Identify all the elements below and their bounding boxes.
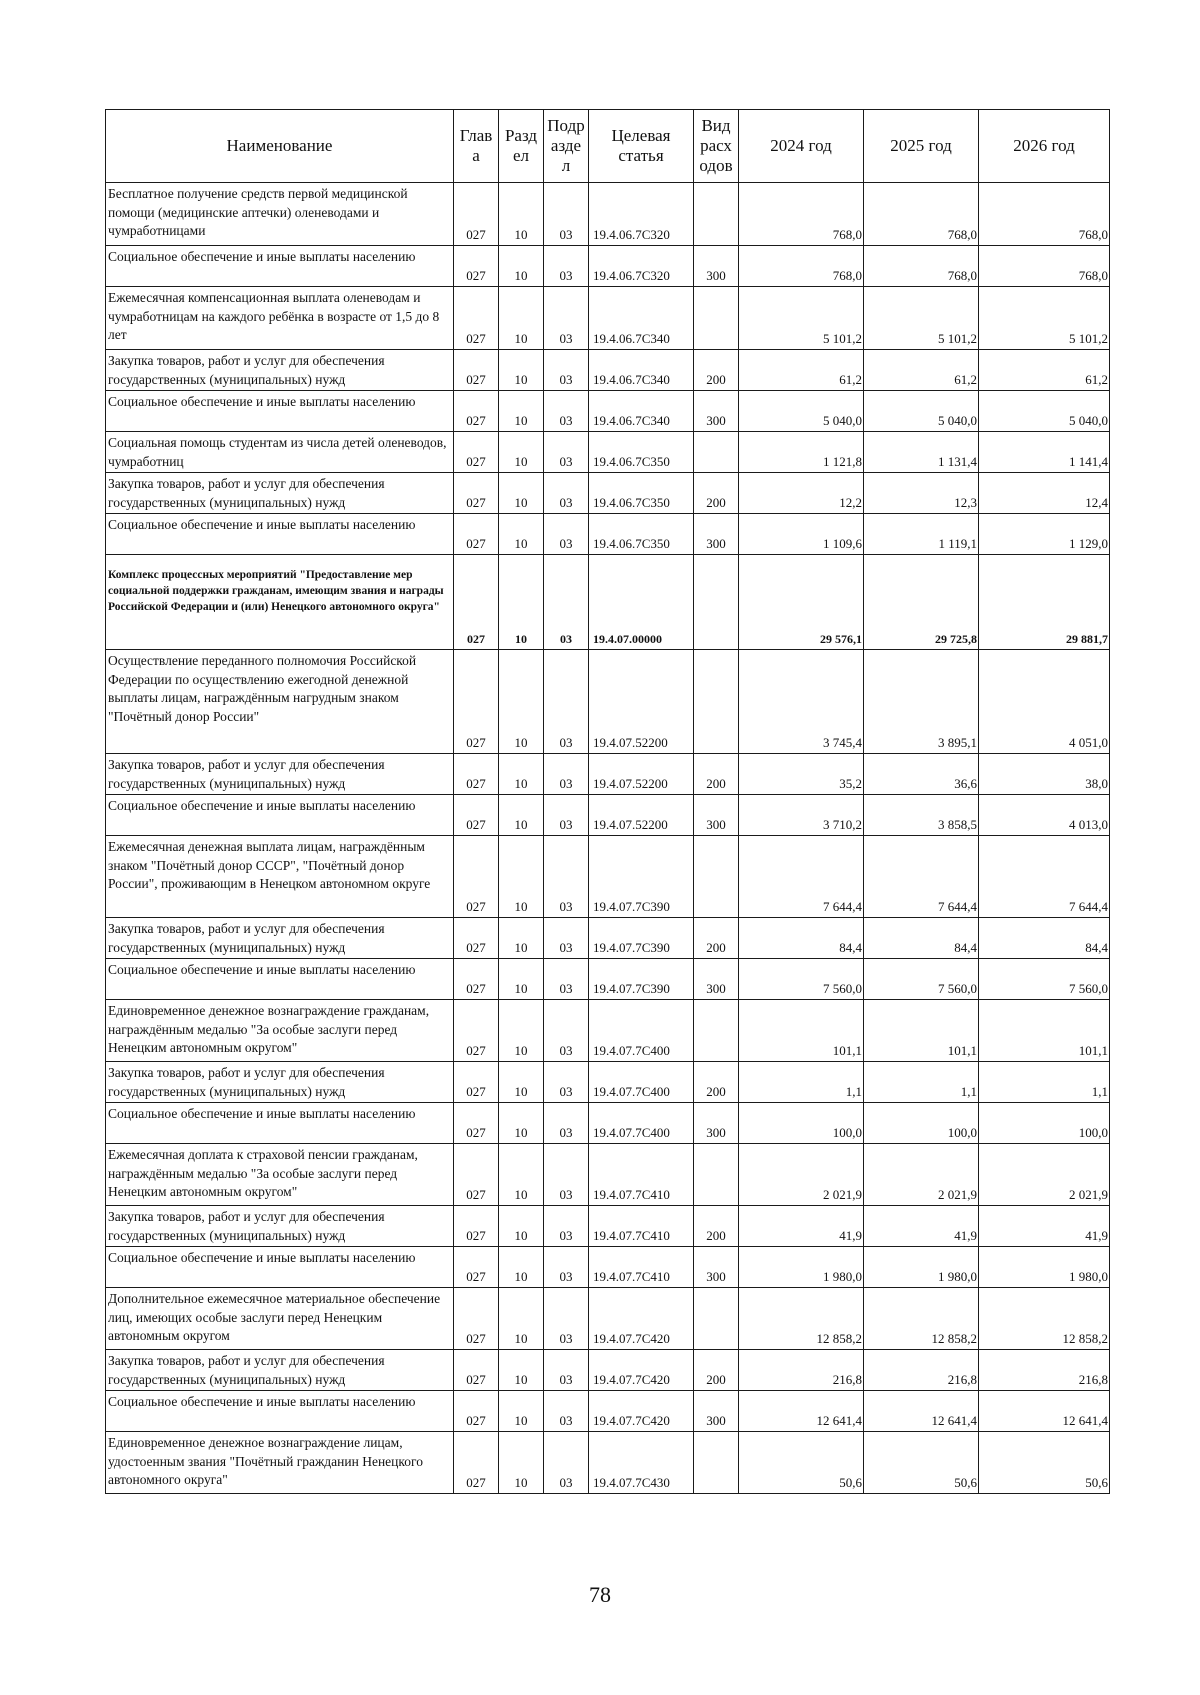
header-razdel: Разд ел [499,110,544,183]
cell-podrazdel: 03 [544,650,589,754]
table-row [106,795,1110,836]
cell-name: Закупка товаров, работ и услуг для обеспечения государственных (муниципальных) нужд [106,1062,454,1103]
header-2025: 2025 год [864,110,979,183]
cell-2024: 50,6 [739,1432,864,1494]
table-row [106,836,1110,918]
cell-name: Ежемесячная доплата к страховой пенсии гражданам, награждённым медалью "За особые заслуги перед Ненецким автономным округом" [106,1144,454,1206]
cell-2026: 1 141,4 [979,432,1110,473]
table-row [106,1350,1110,1391]
cell-razdel: 10 [499,1206,544,1247]
cell-2026: 29 881,7 [979,555,1110,650]
cell-2025: 84,4 [864,918,979,959]
cell-target-article: 19.4.07.00000 [589,555,694,650]
cell-2024: 3 745,4 [739,650,864,754]
cell-2026: 12,4 [979,473,1110,514]
cell-2026: 100,0 [979,1103,1110,1144]
cell-name: Комплекс процессных мероприятий "Предоставление мер социальной поддержки гражданам, имеющим звания и награды Российской Федерации и (или) Ненецкого автономного округа" [106,555,454,650]
cell-2026: 5 101,2 [979,287,1110,350]
cell-2026: 768,0 [979,246,1110,287]
cell-2024: 3 710,2 [739,795,864,836]
cell-glava: 027 [454,1432,499,1494]
cell-2024: 41,9 [739,1206,864,1247]
cell-name: Закупка товаров, работ и услуг для обеспечения государственных (муниципальных) нужд [106,473,454,514]
cell-2025: 3 858,5 [864,795,979,836]
cell-name: Ежемесячная компенсационная выплата оленеводам и чумработницам на каждого ребёнка в возрасте от 1,5 до 8 лет [106,287,454,350]
budget-table [105,109,1110,1494]
cell-2026: 12 641,4 [979,1391,1110,1432]
cell-name: Ежемесячная денежная выплата лицам, награждённым знаком "Почётный донор СССР", "Почётный донор России", проживающим в Ненецком автономном округе [106,836,454,918]
cell-podrazdel: 03 [544,246,589,287]
cell-podrazdel: 03 [544,1144,589,1206]
page-number: 78 [589,1582,611,1607]
cell-2025: 1 131,4 [864,432,979,473]
table-row [106,754,1110,795]
cell-2024: 100,0 [739,1103,864,1144]
cell-name: Социальное обеспечение и иные выплаты населению [106,1247,454,1288]
cell-razdel: 10 [499,836,544,918]
cell-glava: 027 [454,836,499,918]
cell-podrazdel: 03 [544,555,589,650]
cell-2026: 4 051,0 [979,650,1110,754]
header-2024: 2024 год [739,110,864,183]
cell-target-article: 19.4.06.7С340 [589,391,694,432]
cell-razdel: 10 [499,1247,544,1288]
cell-2025: 61,2 [864,350,979,391]
cell-glava: 027 [454,473,499,514]
cell-2024: 101,1 [739,1000,864,1062]
cell-glava: 027 [454,754,499,795]
cell-2026: 5 040,0 [979,391,1110,432]
cell-name: Социальная помощь студентам из числа детей оленеводов, чумработниц [106,432,454,473]
table-row [106,432,1110,473]
cell-podrazdel: 03 [544,1062,589,1103]
cell-target-article: 19.4.07.7С420 [589,1288,694,1350]
cell-2025: 768,0 [864,246,979,287]
cell-razdel: 10 [499,432,544,473]
cell-podrazdel: 03 [544,287,589,350]
cell-2024: 2 021,9 [739,1144,864,1206]
table-row [106,1000,1110,1062]
table-row [106,183,1110,246]
cell-expense-type [694,1432,739,1494]
cell-target-article: 19.4.06.7С340 [589,287,694,350]
cell-2024: 12 858,2 [739,1288,864,1350]
cell-glava: 027 [454,555,499,650]
cell-podrazdel: 03 [544,836,589,918]
cell-expense-type [694,432,739,473]
cell-2026: 38,0 [979,754,1110,795]
cell-glava: 027 [454,918,499,959]
table-row [106,1247,1110,1288]
header-2026: 2026 год [979,110,1110,183]
cell-2024: 1 121,8 [739,432,864,473]
header-name: Наименование [106,110,454,183]
cell-podrazdel: 03 [544,1000,589,1062]
table-row [106,1103,1110,1144]
cell-2026: 84,4 [979,918,1110,959]
header-target-article: Целевая статья [589,110,694,183]
table-row [106,1206,1110,1247]
cell-2025: 1 119,1 [864,514,979,555]
cell-glava: 027 [454,650,499,754]
cell-2026: 7 644,4 [979,836,1110,918]
cell-2025: 768,0 [864,183,979,246]
table-row [106,1391,1110,1432]
table-row [106,959,1110,1000]
table-row [106,918,1110,959]
cell-2025: 7 644,4 [864,836,979,918]
table-row [106,287,1110,350]
cell-podrazdel: 03 [544,514,589,555]
cell-expense-type: 200 [694,1206,739,1247]
cell-2025: 2 021,9 [864,1144,979,1206]
cell-2025: 7 560,0 [864,959,979,1000]
cell-2025: 12,3 [864,473,979,514]
cell-podrazdel: 03 [544,1247,589,1288]
cell-podrazdel: 03 [544,1288,589,1350]
cell-2026: 1 980,0 [979,1247,1110,1288]
cell-name: Социальное обеспечение и иные выплаты населению [106,514,454,555]
cell-podrazdel: 03 [544,391,589,432]
cell-target-article: 19.4.07.7С410 [589,1144,694,1206]
cell-name: Дополнительное ежемесячное материальное обеспечение лиц, имеющих особые заслуги перед Ненецким автономным округом [106,1288,454,1350]
cell-2025: 3 895,1 [864,650,979,754]
cell-expense-type: 200 [694,754,739,795]
cell-podrazdel: 03 [544,918,589,959]
cell-podrazdel: 03 [544,183,589,246]
cell-2025: 50,6 [864,1432,979,1494]
cell-razdel: 10 [499,473,544,514]
cell-expense-type: 300 [694,795,739,836]
cell-glava: 027 [454,1062,499,1103]
cell-target-article: 19.4.07.52200 [589,650,694,754]
cell-razdel: 10 [499,1288,544,1350]
cell-razdel: 10 [499,1432,544,1494]
cell-razdel: 10 [499,350,544,391]
cell-2024: 5 040,0 [739,391,864,432]
table-row [106,1144,1110,1206]
cell-razdel: 10 [499,287,544,350]
cell-2026: 61,2 [979,350,1110,391]
cell-name: Закупка товаров, работ и услуг для обеспечения государственных (муниципальных) нужд [106,918,454,959]
cell-2026: 216,8 [979,1350,1110,1391]
cell-expense-type: 300 [694,1247,739,1288]
cell-2025: 36,6 [864,754,979,795]
cell-name: Закупка товаров, работ и услуг для обеспечения государственных (муниципальных) нужд [106,754,454,795]
cell-2024: 5 101,2 [739,287,864,350]
cell-razdel: 10 [499,555,544,650]
cell-2026: 101,1 [979,1000,1110,1062]
cell-razdel: 10 [499,1000,544,1062]
cell-expense-type [694,650,739,754]
cell-podrazdel: 03 [544,1103,589,1144]
table-row [106,555,1110,650]
cell-podrazdel: 03 [544,959,589,1000]
cell-glava: 027 [454,1144,499,1206]
cell-expense-type: 300 [694,246,739,287]
cell-target-article: 19.4.06.7С350 [589,514,694,555]
cell-glava: 027 [454,287,499,350]
cell-target-article: 19.4.07.7С420 [589,1391,694,1432]
table-row [106,1288,1110,1350]
cell-razdel: 10 [499,514,544,555]
cell-2025: 5 101,2 [864,287,979,350]
cell-glava: 027 [454,246,499,287]
cell-target-article: 19.4.06.7С320 [589,246,694,287]
cell-target-article: 19.4.07.52200 [589,795,694,836]
cell-expense-type [694,555,739,650]
cell-name: Единовременное денежное вознаграждение лицам, удостоенным звания "Почётный гражданин Ненецкого автономного округа" [106,1432,454,1494]
table-row [106,514,1110,555]
cell-razdel: 10 [499,1391,544,1432]
table-row [106,246,1110,287]
cell-razdel: 10 [499,183,544,246]
cell-2026: 1 129,0 [979,514,1110,555]
cell-glava: 027 [454,795,499,836]
cell-razdel: 10 [499,754,544,795]
cell-name: Единовременное денежное вознаграждение гражданам, награждённым медалью "За особые заслуги перед Ненецким автономным округом" [106,1000,454,1062]
cell-2024: 12,2 [739,473,864,514]
cell-razdel: 10 [499,391,544,432]
cell-glava: 027 [454,391,499,432]
cell-2026: 50,6 [979,1432,1110,1494]
cell-expense-type: 300 [694,391,739,432]
cell-glava: 027 [454,1350,499,1391]
cell-glava: 027 [454,1391,499,1432]
cell-2025: 41,9 [864,1206,979,1247]
cell-2024: 768,0 [739,246,864,287]
cell-2024: 216,8 [739,1350,864,1391]
cell-2026: 4 013,0 [979,795,1110,836]
cell-razdel: 10 [499,650,544,754]
table-row [106,391,1110,432]
cell-razdel: 10 [499,1350,544,1391]
cell-2025: 100,0 [864,1103,979,1144]
cell-name: Осуществление переданного полномочия Российской Федерации по осуществлению ежегодной денежной выплаты лицам, награждённым нагрудным знаком "Почётный донор России" [106,650,454,754]
cell-glava: 027 [454,1206,499,1247]
cell-2025: 216,8 [864,1350,979,1391]
cell-2026: 7 560,0 [979,959,1110,1000]
cell-name: Закупка товаров, работ и услуг для обеспечения государственных (муниципальных) нужд [106,1350,454,1391]
cell-podrazdel: 03 [544,795,589,836]
cell-target-article: 19.4.07.7С410 [589,1206,694,1247]
table-row [106,650,1110,754]
cell-expense-type [694,1288,739,1350]
cell-name: Закупка товаров, работ и услуг для обеспечения государственных (муниципальных) нужд [106,1206,454,1247]
cell-expense-type: 200 [694,1350,739,1391]
table-row [106,1432,1110,1494]
cell-podrazdel: 03 [544,1350,589,1391]
cell-target-article: 19.4.06.7С320 [589,183,694,246]
cell-name: Социальное обеспечение и иные выплаты населению [106,959,454,1000]
cell-target-article: 19.4.07.7С430 [589,1432,694,1494]
cell-2025: 5 040,0 [864,391,979,432]
cell-glava: 027 [454,1103,499,1144]
cell-name: Социальное обеспечение и иные выплаты населению [106,246,454,287]
cell-target-article: 19.4.07.7С390 [589,836,694,918]
cell-expense-type [694,1144,739,1206]
cell-podrazdel: 03 [544,432,589,473]
cell-razdel: 10 [499,1103,544,1144]
table-header-row [106,110,1110,183]
cell-expense-type [694,183,739,246]
cell-name: Бесплатное получение средств первой медицинской помощи (медицинские аптечки) оленеводами и чумработницами [106,183,454,246]
cell-name: Социальное обеспечение и иные выплаты населению [106,391,454,432]
cell-razdel: 10 [499,246,544,287]
cell-expense-type: 200 [694,473,739,514]
header-podrazdel: Подр азде л [544,110,589,183]
cell-2026: 41,9 [979,1206,1110,1247]
cell-glava: 027 [454,959,499,1000]
cell-podrazdel: 03 [544,350,589,391]
table-row [106,350,1110,391]
cell-target-article: 19.4.07.7С390 [589,959,694,1000]
cell-target-article: 19.4.07.7С420 [589,1350,694,1391]
cell-2024: 29 576,1 [739,555,864,650]
cell-razdel: 10 [499,959,544,1000]
cell-2025: 12 641,4 [864,1391,979,1432]
cell-2024: 1,1 [739,1062,864,1103]
cell-2024: 7 560,0 [739,959,864,1000]
cell-expense-type [694,1000,739,1062]
cell-target-article: 19.4.06.7С340 [589,350,694,391]
table-row [106,473,1110,514]
cell-glava: 027 [454,432,499,473]
table-body [106,183,1110,1494]
cell-2024: 84,4 [739,918,864,959]
cell-name: Социальное обеспечение и иные выплаты населению [106,795,454,836]
cell-target-article: 19.4.07.7С390 [589,918,694,959]
cell-expense-type: 300 [694,514,739,555]
cell-2024: 35,2 [739,754,864,795]
cell-2025: 1 980,0 [864,1247,979,1288]
cell-razdel: 10 [499,918,544,959]
cell-expense-type: 200 [694,350,739,391]
cell-target-article: 19.4.06.7С350 [589,473,694,514]
cell-podrazdel: 03 [544,1206,589,1247]
cell-target-article: 19.4.07.7С400 [589,1000,694,1062]
cell-podrazdel: 03 [544,473,589,514]
table-row [106,1062,1110,1103]
cell-target-article: 19.4.07.52200 [589,754,694,795]
cell-2025: 12 858,2 [864,1288,979,1350]
cell-2026: 12 858,2 [979,1288,1110,1350]
cell-glava: 027 [454,514,499,555]
cell-2024: 12 641,4 [739,1391,864,1432]
cell-razdel: 10 [499,1062,544,1103]
cell-razdel: 10 [499,795,544,836]
cell-expense-type: 300 [694,1103,739,1144]
cell-glava: 027 [454,350,499,391]
cell-glava: 027 [454,1000,499,1062]
cell-target-article: 19.4.06.7С350 [589,432,694,473]
cell-glava: 027 [454,1288,499,1350]
cell-podrazdel: 03 [544,754,589,795]
header-glava: Глав а [454,110,499,183]
cell-podrazdel: 03 [544,1391,589,1432]
cell-name: Социальное обеспечение и иные выплаты населению [106,1391,454,1432]
header-expense-type: Вид расх одов [694,110,739,183]
cell-2024: 768,0 [739,183,864,246]
cell-2024: 61,2 [739,350,864,391]
cell-expense-type [694,287,739,350]
cell-razdel: 10 [499,1144,544,1206]
cell-glava: 027 [454,1247,499,1288]
cell-expense-type: 200 [694,918,739,959]
cell-target-article: 19.4.07.7С400 [589,1062,694,1103]
cell-2024: 1 980,0 [739,1247,864,1288]
cell-2026: 768,0 [979,183,1110,246]
cell-2025: 101,1 [864,1000,979,1062]
cell-name: Закупка товаров, работ и услуг для обеспечения государственных (муниципальных) нужд [106,350,454,391]
cell-expense-type [694,836,739,918]
cell-expense-type: 300 [694,959,739,1000]
cell-podrazdel: 03 [544,1432,589,1494]
cell-target-article: 19.4.07.7С410 [589,1247,694,1288]
cell-name: Социальное обеспечение и иные выплаты населению [106,1103,454,1144]
cell-glava: 027 [454,183,499,246]
cell-2025: 29 725,8 [864,555,979,650]
cell-target-article: 19.4.07.7С400 [589,1103,694,1144]
cell-2026: 1,1 [979,1062,1110,1103]
cell-2026: 2 021,9 [979,1144,1110,1206]
cell-expense-type: 200 [694,1062,739,1103]
cell-2024: 7 644,4 [739,836,864,918]
cell-expense-type: 300 [694,1391,739,1432]
cell-2025: 1,1 [864,1062,979,1103]
cell-2024: 1 109,6 [739,514,864,555]
